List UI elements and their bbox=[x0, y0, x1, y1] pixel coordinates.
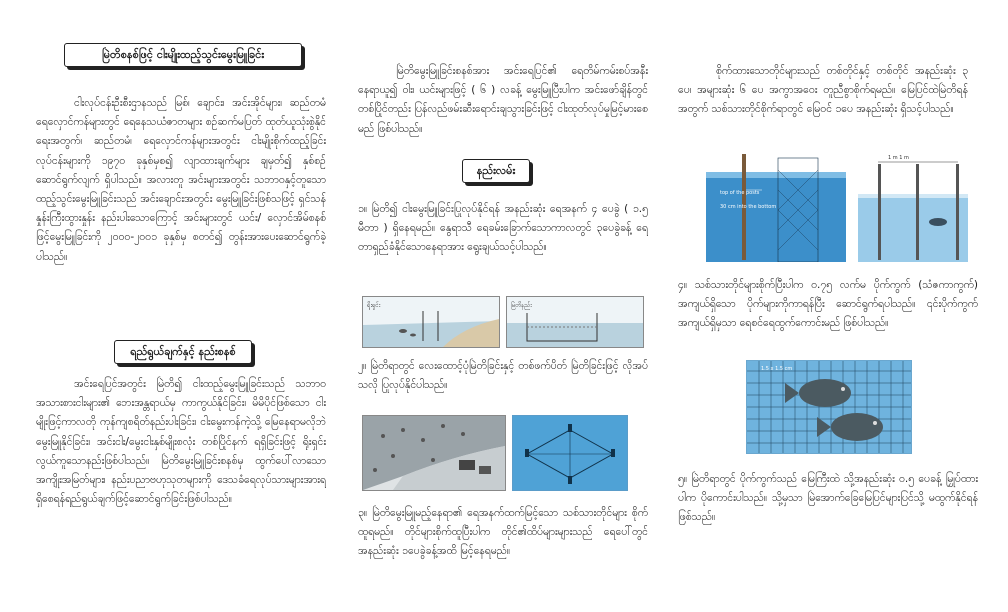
step-3-text: ၃။ မြဲတိမွေးမြူမည့်နေရာ၏ ရေအနက်ထက်မြင့်သော သစ်သားတိုင်များ စိုက်ထူရမည်။ တိုင်များစိုက်ထူပြီးပါက တိုင်၏ထိပ်များများသည် ရေပေါ်တွင် အနည်းဆုံး ၁ပေခွဲခန့်အထိ မြင့်နေရမည်။ bbox=[358, 507, 648, 558]
section-heading-method: နည်းလမ်း bbox=[462, 159, 530, 183]
intro-paragraph: ငါးလုပ်ငန်းဦးစီးဌာနသည် မြစ်၊ ချောင်း၊ အင်းအိုင်များ၊ ဆည်တမံ ရေလှောင်ကန်များတွင် ရေနေသယံဇာတများ စဉ်ဆက်မပြတ် ထုတ်ယူသုံးစွဲနိုင်ရေးအတွက်၊ ဆည်တမံ၊ ရေလှောင်ကန်များအတွင်း ငါးမျိုးစိုက်ထည့်ခြင်းလုပ်ငန်းများကို ၁၉၇၀ ခုနှစ်မှစ၍ လျာထားချက်များ ချမှတ်၍ နှစ်စဉ်ဆောင်ရွက်လျက် ရှိပါသည်။ အလားတူ အင်းများအတွင်း သဘာဝနှင့်တူသော ထည့်သွင်းမွေးမြူခြင်းသည် အင်းချောင်းအတွင်း မွေးမြူခြင်းဖြစ်သဖြင့် ရှင်သန်နှုန်းကြီးထွားနှုန်း နည်းပါးသောကြောင့် အင်းများတွင် ယင်း/ လှောင်အိမ်စနစ်ဖြင့်မွေးမြူခြင်းကို ၂၀၀၀-၂၀၀၁ ခုနှစ်မှ စတင်၍ တွန်းအားပေးဆောင်ရွက်ခဲ့ပါသည်။ bbox=[36, 97, 326, 263]
step-5-text: ၅။ မြဲတိရာတွင် ပိုက်ကွက်သည် မြေကြီးထဲ သို့အနည်းဆုံး ၀.၅ ပေခန့် မြှုပ်ထားပါက ပိုကောင်းပါသည်။ သို့မှသာ မြဲအောက်ခြေမြေပြင်များပြင်သို့ မထွက်နိုင်ရန် ဖြစ်သည်။ bbox=[678, 473, 978, 524]
step-4-text: ၄။ သစ်သားတိုင်များစိုက်ပြီးပါက ၀.၇၅ လက်မ ပိုက်ကွက် (သံဇကာကွက်) အကျယ်ရှိသော ပိုက်များကိုကာရန်ပြီး ဆောင်ရွက်ရပါသည်။ ၎င်းပိုက်ကွက် အကျယ်ရှိမှသာ ရေစင်ရေထွက်ကောင်းမည် ဖြစ်ပါသည်။ bbox=[678, 279, 978, 330]
figure-posts-label: top of the posts bbox=[720, 190, 760, 196]
method-intro-paragraph: မြဲတိမွေးမြူခြင်းစနစ်အား အင်းရေပြင်၏ ရေတိမ်ကမ်းစပ်အနီး နေရာယူ၍ ဝါး၊ ယင်းများဖြင့် ( ၆ ) လခန့် မွေးမြူပြီးပါက အင်းဖော်ချိန်တွင် တစ်ပြိုင်တည်း ပြန်လည်ဖမ်းဆီးရောင်းချသွားခြင်းဖြင့် ငါးထုတ်လုပ်မှုမြင့်မားစေမည် ဖြစ်ပါသည်။ bbox=[358, 65, 648, 135]
figure-enclosure-corner bbox=[506, 296, 644, 348]
objectives-paragraph: အင်းရေပြင်အတွင်း မြဲတိ၍ ငါးထည့်မွေးမြူခြင်းသည် သဘာဝအသားစားငါးများ၏ ဘေးအန္တရာယ်မှ ကာကွယ်နိုင်ခြင်း၊ မိမိပိုင်ဖြစ်သော ငါးမျိုးဖြင့်ကာလတို ကုန်ကျစရိတ်နည်းပါးခြင်း၊ ငါးမွေးကန်ကဲ့သို့ မြေနေရာမလိုဘဲ မွေးမြူနိုင်ခြင်း၊ အင်းငါး/မွေးငါးနှစ်မျိုးစလုံး တစ်ပြိုင်နက် ရရှိခြင်းဖြင့် ရိုးရှင်းလွယ်ကူသောနည်းဖြစ်ပါသည်။ မြဲတိမွေးမြူခြင်းစနစ်မှ ထွက်ပေါ်လာသော အကျိုးအမြတ်များ၊ နည်းပညာဗဟုသုတများကို ဒေသခံရေလုပ်သားများအားရရှိစေရန်ရည်ရွယ်ချက်ဖြင့်ဆောင်ရွက်ခြင်းဖြစ်ပါသည်။ bbox=[36, 378, 326, 506]
figure-fish-net bbox=[746, 360, 912, 454]
figure-enclosure-side bbox=[362, 296, 500, 348]
figure-left-label: ရိုးရှင်း bbox=[367, 302, 381, 309]
figure-scale-label: 1 m 1 m bbox=[888, 155, 909, 161]
posts-intro-paragraph: စိုက်ထားသောတိုင်များသည် တစ်တိုင်နှင့် တစ်တိုင် အနည်းဆုံး ၃ ပေ၊ အများဆုံး ၆ ပေ အကွာအဝေး တူညီစွာစိုက်ရမည်။ မြေပြင်ထဲမြဲတိရန်အတွက် သစ်သားတိုင်စိုက်ရာတွင် မြေ၀င် ၁ပေ အနည်းဆုံး ရှိသင့်ပါသည်။ bbox=[678, 65, 968, 116]
step-1-text: ၁။ မြဲတိ၍ ငါးမွေးမြူခြင်းပြုလုပ်နိုင်ရန် အနည်းဆုံး ရေအနက် ၄ ပေခွဲ ( ၁.၅ မီတာ ) ရှိနေရမည်။ နွေရာသီ ရေခမ်းခြောက်သောကာလတွင် ၃ပေခွဲခန့် ရေတာရှည်ခံနိုင်သောနေရာအား ရွေးချယ်သင့်ပါသည်။ bbox=[358, 203, 648, 254]
section-heading-stocking: မြဲတိစနစ်ဖြင့် ငါးမျိုးထည့်သွင်းမွေးမြူခြင်း bbox=[64, 43, 302, 67]
figure-lake-landscape bbox=[362, 415, 506, 491]
section-heading-objectives: ရည်ရွယ်ချက်နှင့် နည်းစနစ် bbox=[114, 340, 252, 364]
figure-posts-in-water bbox=[706, 150, 968, 262]
figure-depth-label: 30 cm into the bottom bbox=[720, 204, 777, 210]
figure-net-label: 1.5 x 1.5 cm bbox=[761, 366, 793, 372]
step-2-text: ၂။ မြဲတိရာတွင် လေးထောင့်ပုံမြဲတိခြင်းနှင့် တစ်ဖက်ပိတ် မြဲတိခြင်းဖြင့် လိုအပ်သလို ပြုလုပ်နိုင်ပါသည်။ bbox=[358, 360, 648, 392]
figure-right-label: မြဲတိနည်း bbox=[511, 302, 532, 309]
figure-net-square bbox=[512, 415, 628, 491]
